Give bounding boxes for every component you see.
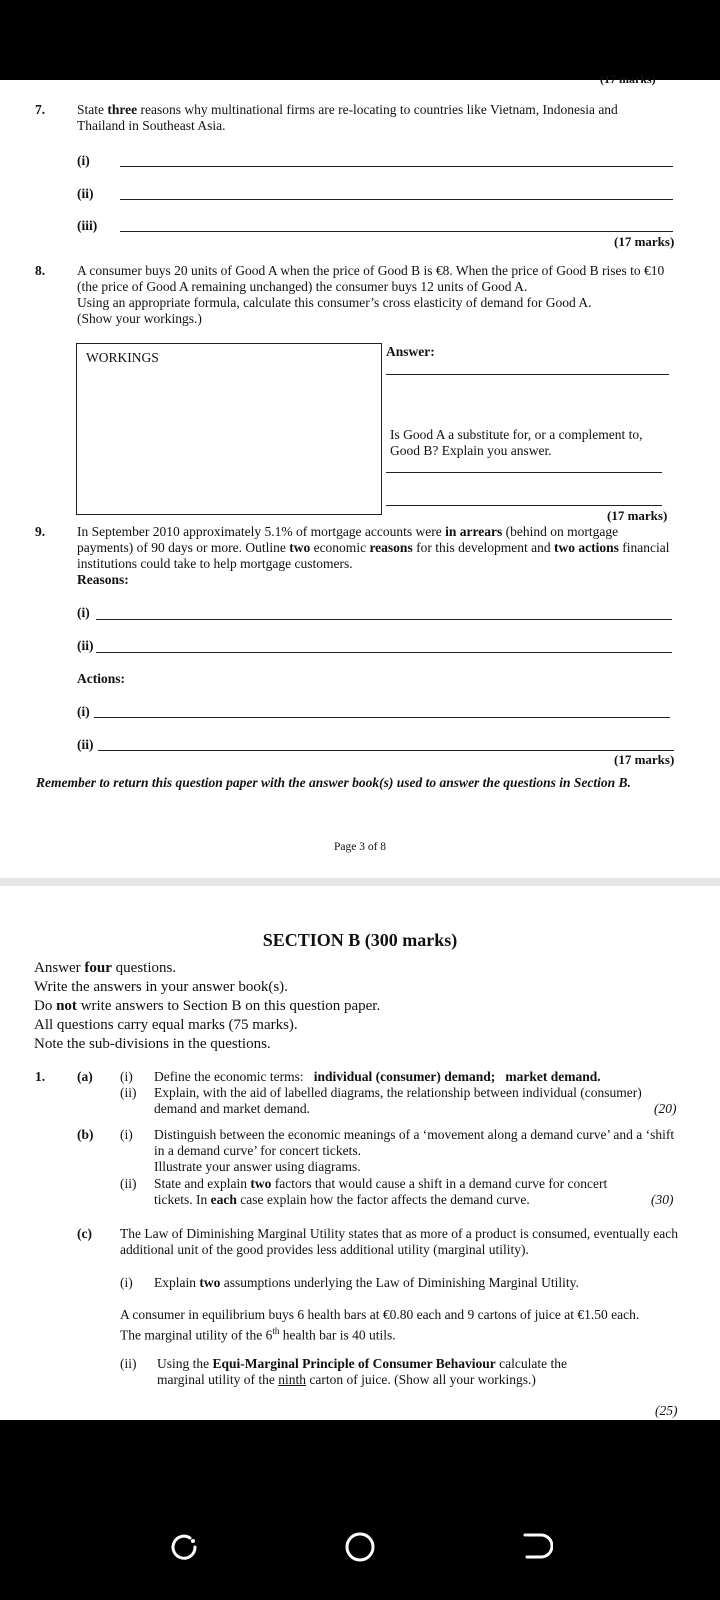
q9-reason-ii: (ii) xyxy=(77,638,94,653)
q1a-ii-text: Explain, with the aid of labelled diagrams, the relationship between individual (consumer) demand and market demand. xyxy=(154,1085,642,1116)
q1a-label: (a) xyxy=(77,1069,93,1084)
section-b-q1-number: 1. xyxy=(35,1069,46,1084)
q1a-i-text: Define the economic terms: individual (consumer) demand; market demand. xyxy=(154,1069,601,1084)
answer-line[interactable] xyxy=(96,619,672,620)
page-3 xyxy=(0,72,720,878)
q1c-i-label: (i) xyxy=(120,1275,133,1290)
actions-label: Actions: xyxy=(77,671,125,686)
answer-line[interactable] xyxy=(386,374,669,375)
answer-line[interactable] xyxy=(96,652,672,653)
q7-text: State three reasons why multinational firms are re-locating to countries like Vietnam, Indonesia and Thailand in Southeast Asia. xyxy=(77,102,618,133)
q8-marks: (17 marks) xyxy=(607,508,668,523)
q1a-ii-label: (ii) xyxy=(120,1085,137,1100)
reasons-label: Reasons: xyxy=(77,572,129,587)
navigation-bar xyxy=(0,1420,720,1600)
return-reminder: Remember to return this question paper with the answer book(s) used to answer the questions in Section B. xyxy=(36,775,631,790)
page-separator xyxy=(0,878,720,886)
page-4 xyxy=(0,886,720,1420)
substitute-question: Is Good A a substitute for, or a complement to, Good B? Explain you answer. xyxy=(390,427,643,458)
q9-action-i: (i) xyxy=(77,704,90,719)
workings-label: WORKINGS xyxy=(86,350,159,365)
q9-text: In September 2010 approximately 5.1% of mortgage accounts were in arrears (behind on mortgage payments) of 90 days or more. Outline two economic reasons for this development and two actions financial institutions could take to help mortgage customers. xyxy=(77,524,670,571)
q1b-i-text: Distinguish between the economic meanings of a ‘movement along a demand curve’ and a ‘shift in a demand curve’ for concert tickets. Illustrate your answer using diagrams. xyxy=(154,1127,675,1174)
q1a-i-label: (i) xyxy=(120,1069,133,1084)
q1b-marks: (30) xyxy=(651,1192,674,1207)
q9-action-ii: (ii) xyxy=(77,737,94,752)
q1c-text: The Law of Diminishing Marginal Utility states that as more of a product is consumed, eventually each additional unit of the good provides less additional utility (marginal utility). xyxy=(120,1226,678,1257)
q9-reason-i: (i) xyxy=(77,605,90,620)
q7-item-ii: (ii) xyxy=(77,186,94,201)
home-icon[interactable] xyxy=(343,1530,377,1569)
q7-number: 7. xyxy=(35,102,46,117)
answer-line[interactable] xyxy=(120,231,673,232)
answer-line[interactable] xyxy=(98,750,674,751)
q7-marks: (17 marks) xyxy=(614,234,675,249)
q1c-scenario: A consumer in equilibrium buys 6 health bars at €0.80 each and 9 cartons of juice at €1.50 each. The marginal utility of the 6th health bar is 40 utils. xyxy=(120,1307,640,1343)
q8-text: A consumer buys 20 units of Good A when the price of Good B is €8. When the price of Good B rises to €10 (the price of Good A remaining unchanged) the consumer buys 12 units of Good A. Using an appropriate formula, calculate this consumer’s cross elasticity of demand for Good A. (Show your workings.) xyxy=(77,263,665,326)
q1b-ii-text: State and explain two factors that would cause a shift in a demand curve for concert tickets. In each case explain how the factor affects the demand curve. xyxy=(154,1176,608,1207)
q7-item-iii: (iii) xyxy=(77,218,98,233)
answer-line[interactable] xyxy=(386,505,662,506)
q1a-marks: (20) xyxy=(654,1101,677,1116)
answer-line[interactable] xyxy=(94,717,670,718)
answer-line[interactable] xyxy=(386,472,662,473)
q1b-i-label: (i) xyxy=(120,1127,133,1142)
q1c-label: (c) xyxy=(77,1226,92,1241)
q1b-label: (b) xyxy=(77,1127,94,1142)
q1b-ii-label: (ii) xyxy=(120,1176,137,1191)
q1c-i-text: Explain two assumptions underlying the Law of Diminishing Marginal Utility. xyxy=(154,1275,579,1290)
q9-number: 9. xyxy=(35,524,46,539)
answer-line[interactable] xyxy=(120,199,673,200)
cut-marks-label: (17 marks) xyxy=(600,72,656,86)
page-number: Page 3 of 8 xyxy=(333,841,387,853)
q1c-ii-text: Using the Equi-Marginal Principle of Consumer Behaviour calculate the marginal utility of the ninth carton of juice. (Show all your workings.) xyxy=(157,1356,567,1387)
recent-apps-icon[interactable] xyxy=(168,1530,200,1567)
section-title: SECTION B (300 marks) xyxy=(262,930,458,950)
back-icon[interactable] xyxy=(521,1530,553,1567)
answer-line[interactable] xyxy=(120,166,673,167)
answer-label: Answer: xyxy=(386,344,435,359)
instructions: Answer four questions. Write the answers in your answer book(s). Do not write answers to Section B on this question paper. All questions carry equal marks (75 marks). Note the sub-divisions in the questions. xyxy=(34,960,381,1052)
q7-item-i: (i) xyxy=(77,153,90,168)
q8-number: 8. xyxy=(35,263,46,278)
q9-marks: (17 marks) xyxy=(614,752,675,767)
workings-box[interactable] xyxy=(76,343,382,515)
q1c-ii-label: (ii) xyxy=(120,1356,137,1371)
q1c-marks: (25) xyxy=(655,1403,678,1418)
